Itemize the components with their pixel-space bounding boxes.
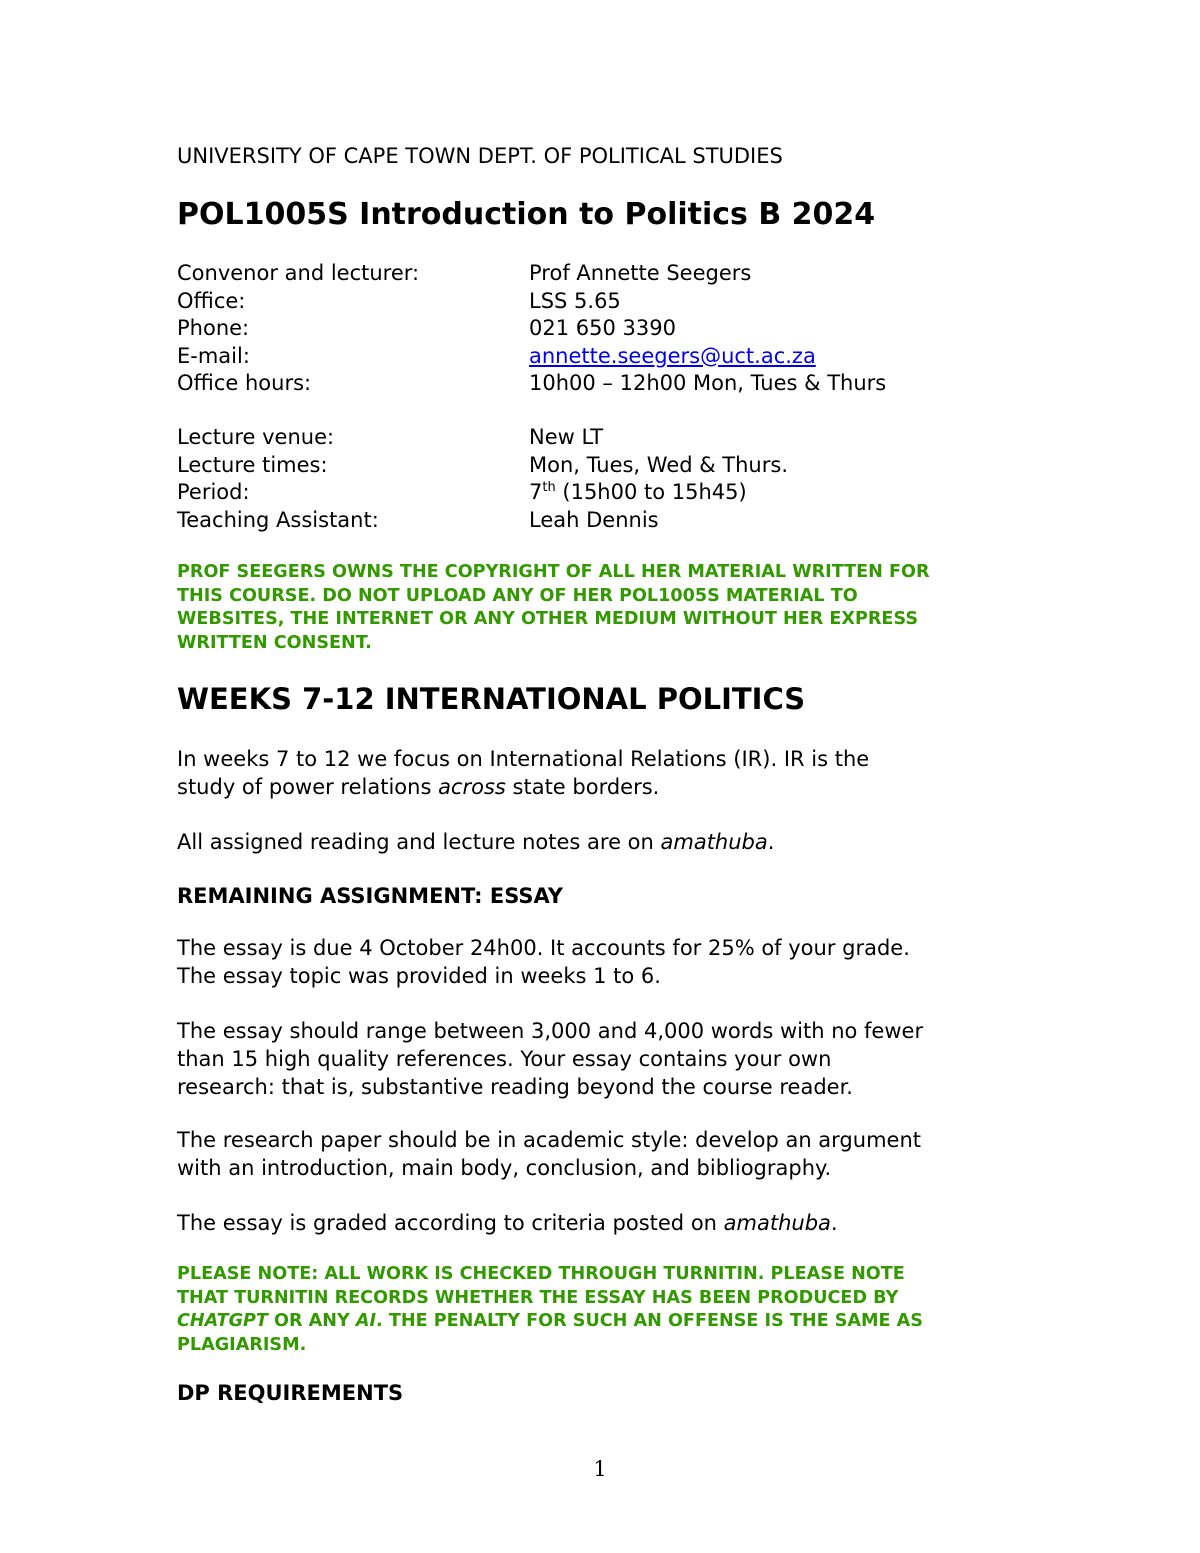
period-time: (15h00 to 15h45) xyxy=(555,480,747,504)
grading-text: . xyxy=(830,1211,838,1235)
reading-emphasis: amathuba xyxy=(660,830,768,854)
convenor-value: Prof Annette Seegers xyxy=(529,261,752,285)
chatgpt-emphasis: CHATGPT xyxy=(177,1311,268,1331)
copyright-notice-line: THIS COURSE. DO NOT UPLOAD ANY OF HER POL1005S MATERIAL TO xyxy=(177,585,858,606)
office-value: LSS 5.65 xyxy=(529,288,621,313)
intro-line xyxy=(177,773,1037,801)
lecture-times-value: Mon, Tues, Wed & Thurs. xyxy=(529,452,788,477)
office-hours-value: 10h00 – 12h00 Mon, Tues & Thurs xyxy=(529,371,887,395)
phone-row xyxy=(177,315,1037,343)
due-paragraph xyxy=(177,934,1037,990)
lecture-times-label: Lecture times: xyxy=(177,452,328,477)
phone-label: Phone: xyxy=(177,316,250,340)
teaching-assistant-label: Teaching Assistant: xyxy=(177,507,379,532)
reading-paragraph xyxy=(177,828,1037,856)
copyright-notice-line: PROF SEEGERS OWNS THE COPYRIGHT OF ALL HER MATERIAL WRITTEN FOR xyxy=(177,562,930,582)
turnitin-notice-line: PLEASE NOTE: ALL WORK IS CHECKED THROUGH TURNITIN. PLEASE NOTE xyxy=(177,1264,905,1284)
phone-value: 021 650 3390 xyxy=(529,316,676,340)
lecture-venue-label: Lecture venue: xyxy=(177,425,335,449)
due-line: The essay topic was provided in weeks 1 to 6. xyxy=(177,964,661,988)
period-value xyxy=(529,479,1037,507)
page-number: 1 xyxy=(593,1457,607,1481)
email-row xyxy=(177,343,1037,371)
copyright-notice xyxy=(177,561,1037,655)
length-paragraph xyxy=(177,1017,1037,1101)
university-department-line: UNIVERSITY OF CAPE TOWN DEPT. OF POLITICAL STUDIES xyxy=(177,144,783,168)
grading-paragraph xyxy=(177,1209,1037,1237)
office-row xyxy=(177,288,1037,316)
email-label: E-mail: xyxy=(177,343,250,368)
turnitin-notice xyxy=(177,1263,1037,1357)
intro-emphasis: across xyxy=(438,775,506,799)
office-hours-label: Office hours: xyxy=(177,371,312,395)
course-title: POL1005S Introduction to Politics B 2024 xyxy=(177,197,876,232)
due-line: The essay is due 4 October 24h00. It accounts for 25% of your grade. xyxy=(177,936,910,960)
email-link[interactable]: annette.seegers@uct.ac.za xyxy=(529,343,816,368)
section-heading: WEEKS 7-12 INTERNATIONAL POLITICS xyxy=(177,682,806,716)
style-paragraph xyxy=(177,1126,1037,1182)
turnitin-notice-text: . THE PENALTY FOR SUCH AN OFFENSE IS THE SAME AS xyxy=(376,1311,923,1331)
lecture-times-row xyxy=(177,452,1037,480)
office-label: Office: xyxy=(177,288,246,313)
turnitin-notice-line: PLAGIARISM. xyxy=(177,1334,307,1355)
copyright-notice-line: WEBSITES, THE INTERNET OR ANY OTHER MEDIUM WITHOUT HER EXPRESS xyxy=(177,609,918,629)
lecture-details-table xyxy=(177,424,1037,534)
reading-text: All assigned reading and lecture notes are on xyxy=(177,830,661,854)
email-cell xyxy=(529,343,1037,371)
reading-text: . xyxy=(767,830,775,854)
teaching-assistant-row xyxy=(177,507,1037,535)
intro-text: state borders. xyxy=(505,775,660,799)
turnitin-notice-line: THAT TURNITIN RECORDS WHETHER THE ESSAY HAS BEEN PRODUCED BY xyxy=(177,1287,899,1308)
dp-requirements-heading: DP REQUIREMENTS xyxy=(177,1381,404,1405)
copyright-notice-line: WRITTEN CONSENT. xyxy=(177,632,372,653)
contact-details-table xyxy=(177,260,1037,398)
grading-line xyxy=(177,1209,1037,1237)
intro-line: In weeks 7 to 12 we focus on International Relations (IR). IR is the xyxy=(177,747,870,771)
grading-text: The essay is graded according to criteria posted on xyxy=(177,1211,724,1235)
reading-line xyxy=(177,828,1037,856)
intro-text: study of power relations xyxy=(177,775,439,799)
lecture-venue-value: New LT xyxy=(529,425,604,449)
intro-paragraph xyxy=(177,745,1037,801)
assignment-heading: REMAINING ASSIGNMENT: ESSAY xyxy=(177,884,563,908)
convenor-row xyxy=(177,260,1037,288)
convenor-label: Convenor and lecturer: xyxy=(177,261,420,285)
teaching-assistant-value: Leah Dennis xyxy=(529,507,659,532)
style-line: The research paper should be in academic style: develop an argument xyxy=(177,1128,921,1152)
length-line: than 15 high quality references. Your essay contains your own xyxy=(177,1047,832,1071)
period-label: Period: xyxy=(177,480,250,504)
period-row xyxy=(177,479,1037,507)
office-hours-row xyxy=(177,370,1037,398)
period-number: 7 xyxy=(529,480,543,504)
period-ordinal-suffix: th xyxy=(542,480,556,495)
turnitin-notice-text: OR ANY xyxy=(267,1311,356,1331)
length-line: research: that is, substantive reading beyond the course reader. xyxy=(177,1075,853,1099)
grading-emphasis: amathuba xyxy=(723,1211,831,1235)
lecture-venue-row xyxy=(177,424,1037,452)
style-line: with an introduction, main body, conclusion, and bibliography. xyxy=(177,1156,832,1180)
length-line: The essay should range between 3,000 and 4,000 words with no fewer xyxy=(177,1019,924,1043)
ai-emphasis: AI xyxy=(355,1311,377,1331)
turnitin-notice-line xyxy=(177,1310,1037,1334)
